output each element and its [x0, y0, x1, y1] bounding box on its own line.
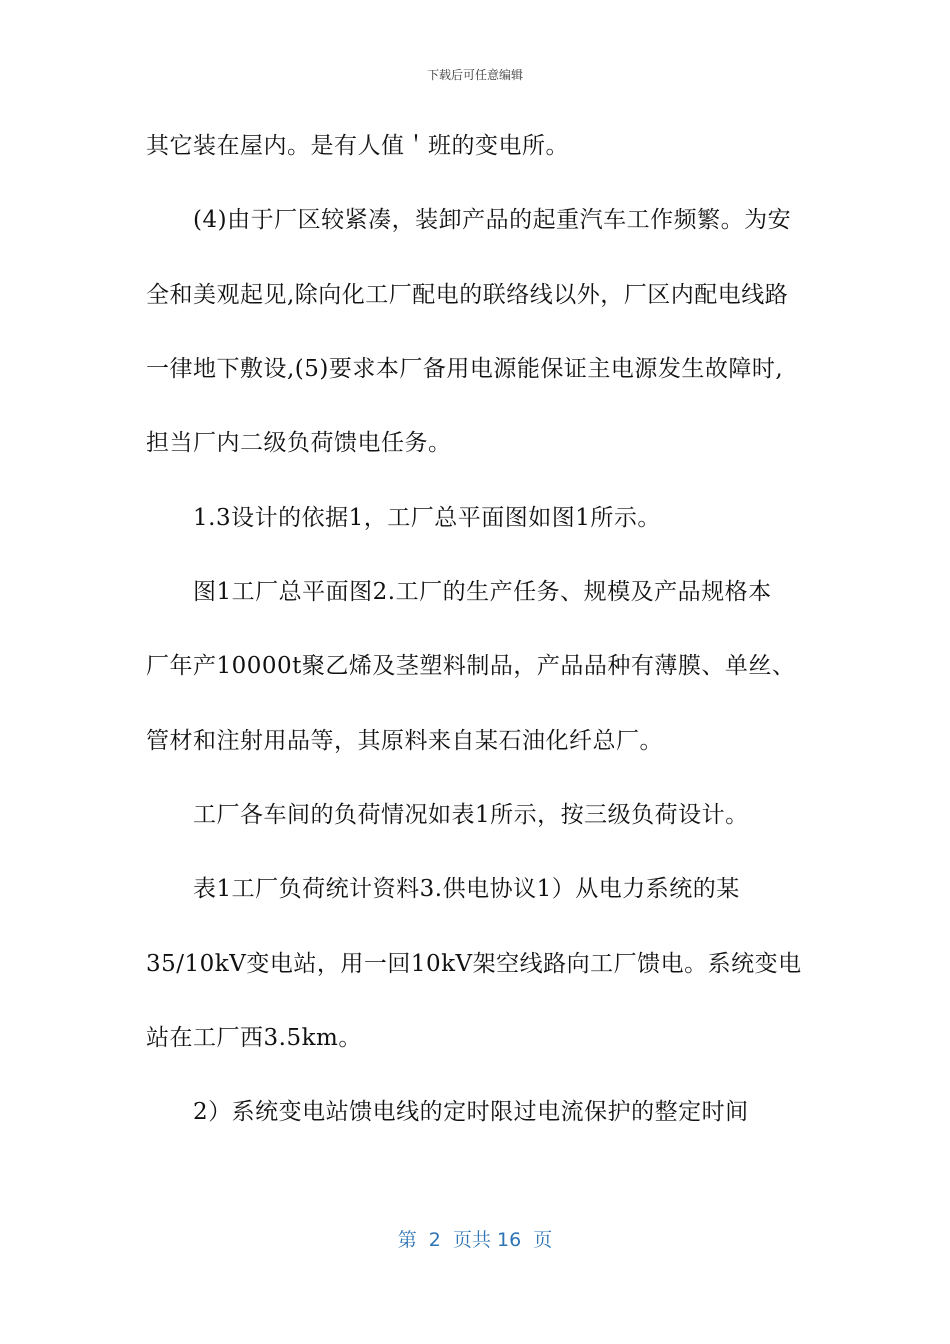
- body-line-14: 2）系统变电站馈电线的定时限过电流保护的整定时间: [146, 1099, 749, 1125]
- body-line-8: 厂年产10000t聚乙烯及茎塑料制品，产品品种有薄膜、单丝、: [146, 653, 796, 679]
- body-line-12: 35/10kV变电站，用一回10kV架空线路向工厂馈电。系统变电: [146, 951, 802, 977]
- body-line-13: 站在工厂西3.5km。: [146, 1025, 362, 1051]
- page-footer: 第 2 页共 16 页: [397, 1229, 553, 1251]
- page-header: 下载后可任意编辑: [426, 68, 523, 82]
- body-line-10: 工厂各车间的负荷情况如表1所示，按三级负荷设计。: [146, 802, 749, 828]
- body-line-1: 其它装在屋内。是有人值＇班的变电所。: [146, 133, 569, 159]
- body-line-2: (4)由于厂区较紧凑，装卸产品的起重汽车工作频繁。为安: [146, 207, 792, 233]
- body-line-4: 一律地下敷设,(5)要求本厂备用电源能保证主电源发生故障时,: [146, 356, 784, 382]
- body-line-6: 1.3设计的依据1，工厂总平面图如图1所示。: [146, 505, 661, 531]
- body-line-9: 管材和注射用品等，其原料来自某石油化纤总厂。: [146, 728, 663, 754]
- body-line-11: 表1工厂负荷统计资料3.供电协议1）从电力系统的某: [146, 876, 740, 902]
- body-line-3: 全和美观起见,除向化工厂配电的联络线以外，厂区内配电线路: [146, 282, 789, 308]
- body-line-7: 图1工厂总平面图2.工厂的生产任务、规模及产品规格本: [146, 579, 772, 605]
- body-line-5: 担当厂内二级负荷馈电任务。: [146, 430, 452, 456]
